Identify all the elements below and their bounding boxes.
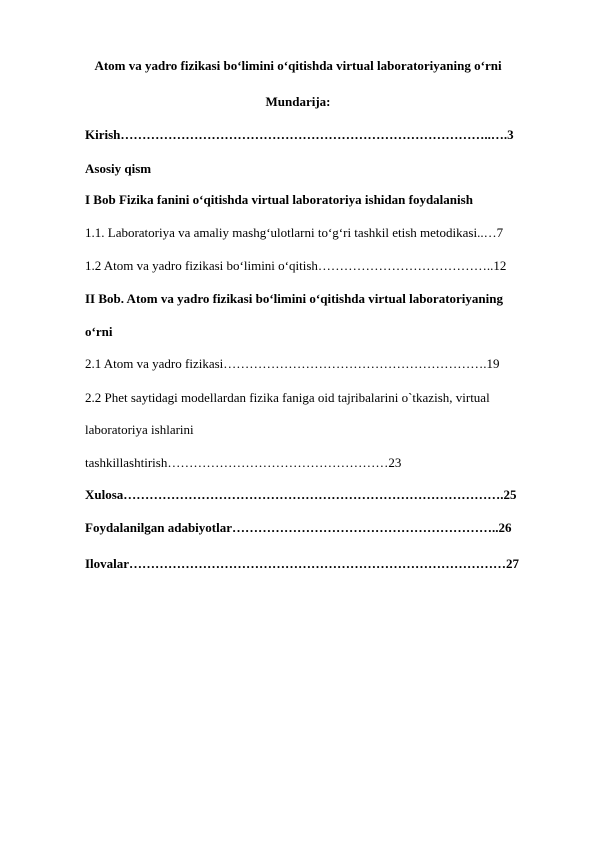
toc-entry-2-1: 2.1 Atom va yadro fizikasi…………………………………………………….19 [85, 356, 500, 371]
toc-entry-2-2-end: tashkillashtirish……………………………………………23 [85, 455, 402, 470]
toc-entry-chapter-2: II Bob. Atom va yadro fizikasi bo‘limini o‘qitishda virtual laboratoriyaning [85, 291, 503, 306]
toc-entry-chapter-2-cont: o‘rni [85, 324, 113, 339]
toc-entry-chapter-1: I Bob Fizika fanini o‘qitishda virtual laboratoriya ishidan foydalanish [85, 192, 473, 207]
toc-entry-1-1: 1.1. Laboratoriya va amaliy mashg‘ulotlarni to‘g‘ri tashkil etish metodikasi..…7 [85, 225, 504, 240]
toc-entry-kirish: Kirish…………………………………………………………………………..….3 [85, 127, 514, 142]
toc-entry-ilovalar: Ilovalar……………………………………………………………………………27 [85, 556, 520, 571]
toc-entry-asosiy-qism: Asosiy qism [85, 161, 152, 176]
toc-entry-adabiyotlar: Foydalanilgan adabiyotlar……………………………………………………..26 [85, 520, 512, 535]
contents-heading: Mundarija: [265, 94, 331, 109]
toc-entry-2-2: 2.2 Phet saytidagi modellardan fizika faniga oid tajribalarini o`tkazish, virtual [85, 390, 490, 405]
toc-entry-2-2-cont: laboratoriya ishlarini [85, 422, 194, 437]
document-title: Atom va yadro fizikasi bo‘limini o‘qitishda virtual laboratoriyaning o‘rni [94, 58, 502, 73]
toc-entry-1-2: 1.2 Atom va yadro fizikasi bo‘limini o‘qitish…………………………………..12 [85, 258, 507, 273]
toc-entry-xulosa: Xulosa…………………………………………………………………………….25 [85, 487, 517, 502]
